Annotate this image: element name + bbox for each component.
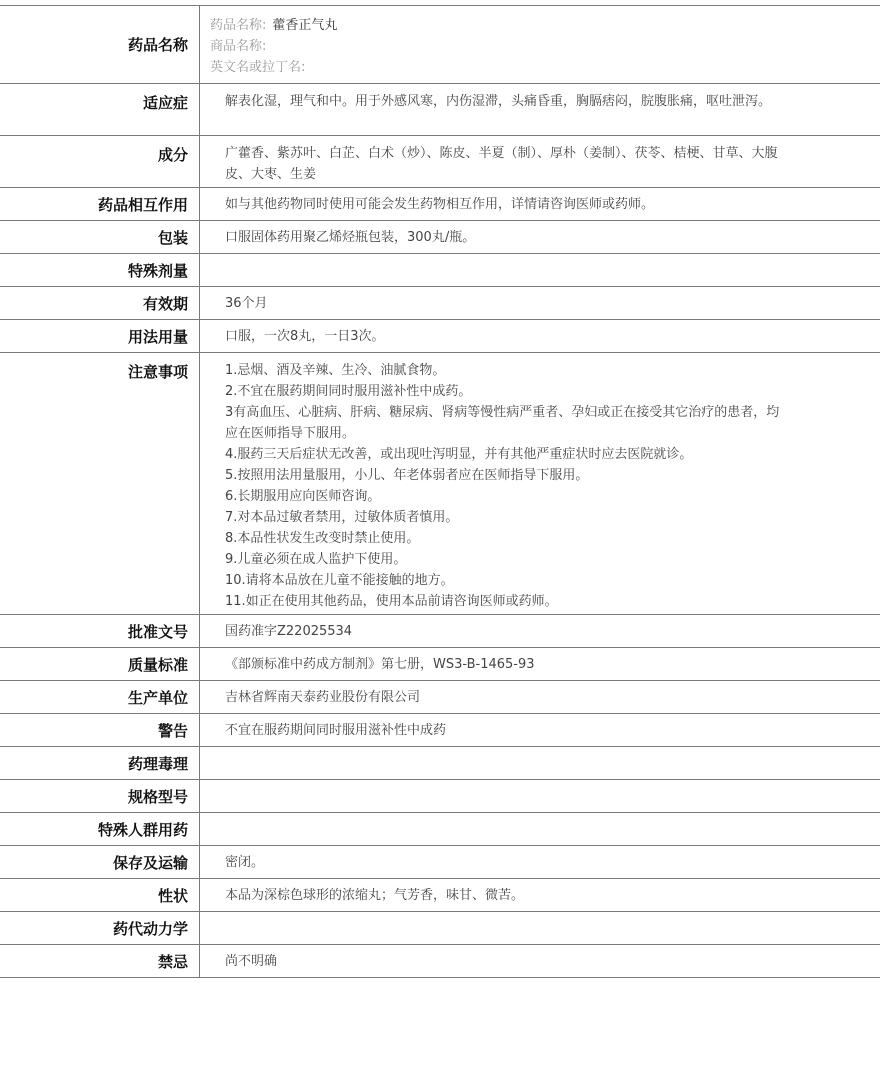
names-cell — [200, 6, 880, 83]
drug-name-label: 药品名称 — [0, 6, 200, 83]
storage-value: 密闭。 — [225, 854, 265, 870]
package-value: 口服固体药用聚乙烯烃瓶包装，300丸/瓶。 — [225, 229, 476, 245]
caution-item: 4.服药三天后症状无改善，或出现吐泻明显，并有其他严重症状时应去医院就诊。 — [225, 447, 693, 462]
interaction-value: 如与其他药物同时使用可能会发生药物相互作用，详情请咨询医师或药师。 — [225, 196, 655, 212]
row-manufacturer — [0, 681, 880, 714]
contraindication-label: 禁忌 — [0, 945, 200, 977]
row-drug-name — [0, 6, 880, 84]
spec-value — [200, 780, 880, 812]
row-special-population — [0, 813, 880, 846]
usage-label: 用法用量 — [0, 320, 200, 352]
manufacturer-label: 生产单位 — [0, 681, 200, 713]
row-standard — [0, 648, 880, 681]
pharmacology-label: 药理毒理 — [0, 747, 200, 779]
special-population-value — [200, 813, 880, 845]
row-usage — [0, 320, 880, 353]
character-value: 本品为深棕色球形的浓缩丸；气芳香，味甘、微苦。 — [225, 887, 525, 903]
cautions-label: 注意事项 — [0, 353, 200, 614]
storage-label: 保存及运输 — [0, 846, 200, 878]
caution-item: 11.如正在使用其他药品，使用本品前请咨询医师或药师。 — [225, 594, 558, 609]
trade-name-key: 商品名称: — [210, 39, 267, 54]
approval-value: 国药准字Z22025534 — [225, 623, 353, 639]
row-approval — [0, 615, 880, 648]
character-label: 性状 — [0, 879, 200, 911]
caution-item: 10.请将本品放在儿童不能接触的地方。 — [225, 573, 454, 588]
interaction-label: 药品相互作用 — [0, 188, 200, 220]
standard-label: 质量标准 — [0, 648, 200, 680]
spec-label: 规格型号 — [0, 780, 200, 812]
warning-label: 警告 — [0, 714, 200, 746]
warning-value: 不宜在服药期间同时服用滋补性中成药 — [225, 722, 447, 738]
pharmacokinetics-value — [200, 912, 880, 944]
special-dose-label: 特殊剂量 — [0, 254, 200, 286]
row-pharmacology — [0, 747, 880, 780]
row-validity — [0, 287, 880, 320]
contraindication-value: 尚不明确 — [225, 953, 278, 969]
approval-label: 批准文号 — [0, 615, 200, 647]
latin-name-key: 英文名或拉丁名: — [210, 60, 306, 75]
ingredients-value: 广藿香、紫苏叶、白芷、白术（炒）、陈皮、半夏（制）、厚朴（姜制）、茯苓、桔梗、甘草、大腹皮、大枣、生姜 — [225, 146, 778, 182]
row-storage — [0, 846, 880, 879]
row-pharmacokinetics — [0, 912, 880, 945]
standard-value: 《部颁标准中药成方制剂》第七册，WS3-B-1465-93 — [225, 656, 535, 672]
indication-value: 解表化湿，理气和中。用于外感风寒，内伤湿滞，头痛昏重，胸膈痞闷，脘腹胀痛，呕吐泄泻。 — [225, 94, 772, 109]
caution-item: 7.对本品过敏者禁用，过敏体质者慎用。 — [225, 510, 459, 525]
row-indication — [0, 84, 880, 136]
caution-item: 6.长期服用应向医师咨询。 — [225, 489, 381, 504]
caution-item: 3有高血压、心脏病、肝病、糖尿病、肾病等慢性病严重者、孕妇或正在接受其它治疗的患者，均应在医师指导下服用。 — [225, 405, 780, 441]
row-special-dose — [0, 254, 880, 287]
row-ingredients — [0, 136, 880, 188]
latin-name-line — [210, 57, 870, 78]
row-warning — [0, 714, 880, 747]
caution-item: 1.忌烟、酒及辛辣、生冷、油腻食物。 — [225, 363, 446, 378]
manufacturer-value: 吉林省辉南天泰药业股份有限公司 — [225, 689, 421, 705]
caution-item: 9.儿童必须在成人监护下使用。 — [225, 552, 407, 567]
drug-name-value: 藿香正气丸 — [272, 18, 338, 33]
trade-name-line — [210, 36, 870, 57]
row-package — [0, 221, 880, 254]
caution-item: 2.不宜在服药期间同时服用滋补性中成药。 — [225, 384, 472, 399]
ingredients-label: 成分 — [0, 136, 200, 187]
cautions-value — [200, 353, 880, 614]
usage-value: 口服，一次8丸，一日3次。 — [225, 328, 385, 344]
indication-label: 适应症 — [0, 84, 200, 135]
drug-name-key: 药品名称: — [210, 18, 267, 33]
row-contraindication — [0, 945, 880, 978]
pharmacokinetics-label: 药代动力学 — [0, 912, 200, 944]
row-interaction — [0, 188, 880, 221]
special-population-label: 特殊人群用药 — [0, 813, 200, 845]
drug-name-line — [210, 15, 870, 36]
caution-item: 5.按照用法用量服用，小儿、年老体弱者应在医师指导下服用。 — [225, 468, 589, 483]
caution-item: 8.本品性状发生改变时禁止使用。 — [225, 531, 420, 546]
special-dose-value — [200, 254, 880, 286]
pharmacology-value — [200, 747, 880, 779]
validity-label: 有效期 — [0, 287, 200, 319]
drug-info-table — [0, 5, 880, 978]
row-cautions — [0, 353, 880, 615]
row-character — [0, 879, 880, 912]
row-spec — [0, 780, 880, 813]
validity-value: 36个月 — [225, 295, 268, 311]
package-label: 包装 — [0, 221, 200, 253]
